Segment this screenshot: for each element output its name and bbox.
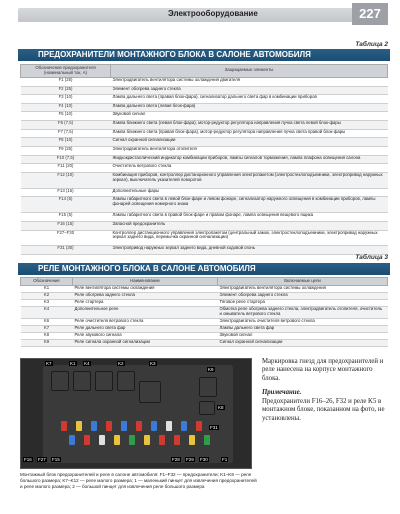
cell-id: F11 (20)	[21, 164, 111, 173]
tag-k3: K3	[150, 361, 156, 366]
cell-id: K1	[21, 285, 73, 292]
table-row	[21, 147, 388, 156]
cell-id: F27–F30	[21, 230, 111, 246]
page-header	[18, 8, 388, 22]
cell-text: Реле дальнего света фар	[73, 326, 218, 333]
relay-k7	[51, 371, 69, 391]
cell-text: Лампа ближнего света (правая блок-фара), мотор-редуктор регулятора направления пучка света правой блок-фары	[111, 129, 388, 138]
fuse	[144, 435, 150, 445]
tag-k2: K2	[118, 361, 124, 366]
cell-text: Электродвигатель вентилятора отопителя	[111, 147, 388, 156]
fuse	[106, 421, 112, 431]
cell-text: Тяговое реле стартера	[218, 299, 388, 306]
cell-text: Лампы габаритного света в левой блок-фаре и левом фонаре, сигнализатор наружного освещения в комбинации приборов, лампы фонарей освещения номерного знака	[111, 197, 388, 213]
cell-text: Дополнительное реле	[73, 306, 218, 319]
tag-f1: F1	[222, 457, 228, 462]
tag-f27: F27	[38, 457, 46, 462]
cell-text: Запасной предохранитель	[111, 221, 388, 230]
table-row	[21, 121, 388, 130]
table3-label: Таблица 3	[355, 254, 388, 261]
cell-text: Жидкокристаллический индикатор комбинации приборов, лампы сигналов торможения, лампа плафона освещения салона	[111, 155, 388, 164]
table-row	[21, 103, 388, 112]
section-title: Электрооборудование	[168, 9, 258, 18]
tag-k7: K7	[46, 361, 52, 366]
tag-k8: K8	[218, 405, 224, 410]
table-row	[21, 172, 388, 188]
cell-text: Сигнал охранной сигнализации	[111, 138, 388, 147]
table-row	[21, 155, 388, 164]
cell-text: Звуковой сигнал	[218, 333, 388, 340]
cell-text: Сигнал охранной сигнализации	[218, 340, 388, 347]
cell-text: Звуковой сигнал	[111, 112, 388, 121]
relay-k3	[139, 381, 161, 403]
cell-text: Реле вентилятора системы охлаждения	[73, 285, 218, 292]
relay-k4	[95, 371, 113, 391]
cell-text: Электродвигатель вентилятора системы охлаждения двигателя	[111, 77, 388, 86]
cell-id: F31 (30)	[21, 246, 111, 255]
cell-text: Лампы дальнего света фар	[218, 326, 388, 333]
cell-text: Лампы габаритного света в правой блок-фаре и правом фонаре, лампа освещения вещевого ящика	[111, 213, 388, 222]
relay-k9	[199, 377, 217, 397]
cell-id: K8	[21, 333, 73, 340]
cell-text: Электродвигатель вентилятора системы охлаждения	[218, 285, 388, 292]
cell-text: Реле обогрева заднего стекла	[73, 292, 218, 299]
cell-id: K2	[21, 292, 73, 299]
table-row	[21, 95, 388, 104]
photo-caption: Монтажный блок предохранителей и реле в салоне автомобиля: F1–F32 — предохранители; K1–K8 — реле большого размера; K7–K12 — реле малого размера; 1 — маленький пинцет для извлечения предохранителей и реле малого размера; 2 — большой пинцет для извлечения реле большого размера	[20, 472, 257, 489]
cell-text: Реле стартера	[73, 299, 218, 306]
relays-table	[20, 277, 388, 347]
page-number: 227	[352, 3, 388, 25]
cell-text: Реле очистителя ветрового стекла	[73, 319, 218, 326]
fuse	[166, 421, 172, 431]
fuse	[114, 435, 120, 445]
cell-id: F9 (25)	[21, 147, 111, 156]
fuse	[84, 435, 90, 445]
cell-text: Лампа дальнего света (правая блок-фара), сигнализатор дальнего света фар в комбинации приборов	[111, 95, 388, 104]
fuse-block-photo	[20, 358, 252, 469]
cell-text: Лампа дальнего света (левая блок-фара)	[111, 103, 388, 112]
col-protected: Защищаемые элементы	[111, 65, 388, 78]
tag-f30: F30	[200, 457, 208, 462]
cell-text: Обмотка реле обогрева заднего стекла, электродвигатель отопителя, очиститель и омыватель ветрового стекла	[218, 306, 388, 319]
cell-id: K6	[21, 319, 73, 326]
cell-text: Элемент обогрева заднего стекла	[111, 86, 388, 95]
cell-id: K9	[21, 340, 73, 347]
cell-text: Элемент обогрева заднего стекла	[218, 292, 388, 299]
tag-f28: F28	[172, 457, 180, 462]
cell-id: F13 (15)	[21, 188, 111, 197]
fuse	[159, 435, 165, 445]
relay-k1	[73, 371, 91, 391]
cell-id: F15 (5)	[21, 213, 111, 222]
note-title: Примечание.	[262, 389, 302, 397]
col-circuits: Включаемые цепи	[218, 278, 388, 286]
col-fuse: Обозначение предохранителя (номинальный ток, А)	[21, 65, 111, 78]
relay-k2	[117, 371, 135, 391]
cell-text: Дополнительные фары	[111, 188, 388, 197]
cell-id: F3 (10)	[21, 95, 111, 104]
cell-id: F16 (15)	[21, 221, 111, 230]
fuse	[136, 421, 142, 431]
tag-f16: F16	[24, 457, 32, 462]
cell-text: Электродвигатель очистителя ветрового стекла	[218, 319, 388, 326]
table-row	[21, 221, 388, 230]
table2-label: Таблица 2	[355, 41, 388, 48]
col-name: Наименование	[73, 278, 218, 286]
cell-id: F10 (7,5)	[21, 155, 111, 164]
cell-id: F4 (10)	[21, 103, 111, 112]
fuse	[204, 435, 210, 445]
marking-text: Маркировка гнезд для предохранителей и реле нанесена на корпусе монтажного блока.	[262, 358, 384, 382]
cell-id: F7 (7,5)	[21, 129, 111, 138]
table3-title: РЕЛЕ МОНТАЖНОГО БЛОКА В САЛОНЕ АВТОМОБИЛЯ	[18, 263, 390, 275]
fuse	[151, 421, 157, 431]
fuse	[99, 435, 105, 445]
fuse	[196, 421, 202, 431]
table-row	[21, 340, 388, 347]
cell-id: F5 (10)	[21, 112, 111, 121]
table-row	[21, 246, 388, 255]
table-row	[21, 306, 388, 319]
cell-id: F6 (7,5)	[21, 121, 111, 130]
cell-text: Электропривод наружных зеркал заднего вида, дневной ходовой огонь	[111, 246, 388, 255]
table-row	[21, 129, 388, 138]
tag-k4: K4	[84, 361, 90, 366]
cell-text: Контроллер дистанционного управления электропакетом (центральный замок, электростеклоподъемники, электропривод наружных зеркал заднего вида, перемычка охранной сигнализации)	[111, 230, 388, 246]
cell-id: K3	[21, 299, 73, 306]
table2-title: ПРЕДОХРАНИТЕЛИ МОНТАЖНОГО БЛОКА В САЛОНЕ АВТОМОБИЛЯ	[18, 49, 390, 61]
fuse	[69, 435, 75, 445]
fuse	[76, 421, 82, 431]
tag-f15: F15	[52, 457, 60, 462]
cell-text: Реле звукового сигнала	[73, 333, 218, 340]
note-text: Предохранители F16–26, F32 и реле K5 в монтажном блоке, показанном на фото, не установлены.	[262, 397, 385, 422]
table-row	[21, 230, 388, 246]
col-designation: Обозначение	[21, 278, 73, 286]
cell-id: F1 (25)	[21, 77, 111, 86]
fuse	[181, 421, 187, 431]
cell-id: F2 (25)	[21, 86, 111, 95]
fuse	[91, 421, 97, 431]
cell-id: K7	[21, 326, 73, 333]
cell-id: F12 (10)	[21, 172, 111, 188]
cell-text: Комбинация приборов, контроллер дистанционного управления электропакетом (электростеклоподъемники, электропривод наружных зеркал), выключатель указателей поворотов	[111, 172, 388, 188]
cell-text: Очиститель ветрового стекла	[111, 164, 388, 173]
fuse	[174, 435, 180, 445]
cell-id: F14 (5)	[21, 197, 111, 213]
tag-f29: F29	[186, 457, 194, 462]
table-row	[21, 138, 388, 147]
fuse	[189, 435, 195, 445]
cell-id: F8 (10)	[21, 138, 111, 147]
sidebar-text	[262, 358, 390, 423]
cell-id: K4	[21, 306, 73, 319]
tag-k1: K1	[70, 361, 76, 366]
table-row	[21, 213, 388, 222]
tag-k9: K9	[208, 367, 214, 372]
tag-f31: F31	[210, 425, 218, 430]
fuse	[121, 421, 127, 431]
fuse	[129, 435, 135, 445]
fuse	[61, 421, 67, 431]
relay-k8	[199, 401, 215, 415]
cell-text: Реле сигнала охранной сигнализации	[73, 340, 218, 347]
table-row	[21, 197, 388, 213]
cell-text: Лампа ближнего света (левая блок-фара), мотор-редуктор регулятора направления пучка света левой блок-фары	[111, 121, 388, 130]
fuses-table	[20, 64, 388, 255]
table-row	[21, 77, 388, 86]
